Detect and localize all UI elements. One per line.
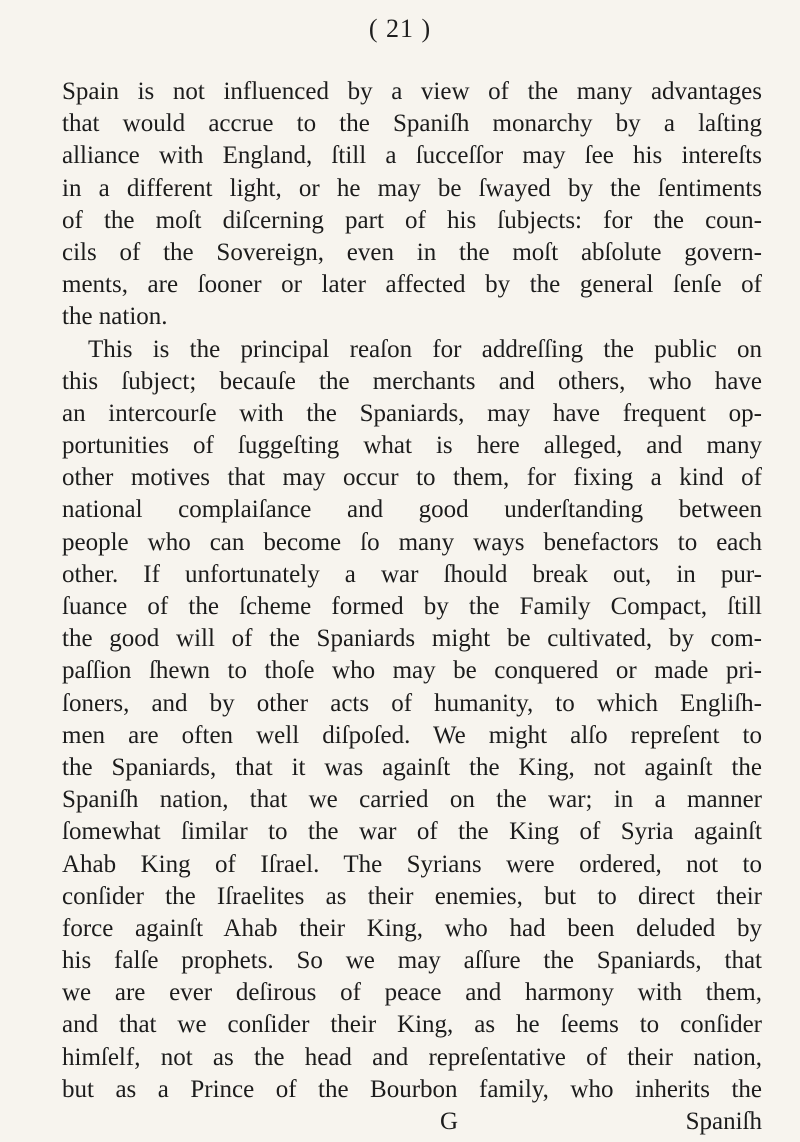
signature-mark: G bbox=[440, 1108, 459, 1135]
text-line: his falſe prophets. So we may aſſure the Spaniards, that bbox=[62, 947, 762, 975]
text-line: men are often well diſpoſed. We might alſo repreſent to bbox=[62, 721, 762, 749]
text-line: of the moſt diſcerning part of his ſubjects: for the coun- bbox=[62, 206, 762, 234]
text-line: Spaniſh nation, that we carried on the war; in a manner bbox=[62, 786, 762, 814]
text-line: but as a Prince of the Bourbon family, who inherits the bbox=[62, 1075, 762, 1103]
text-line: cils of the Sovereign, even in the moſt abſolute govern- bbox=[62, 238, 762, 266]
text-line: we are ever deſirous of peace and harmony with them, bbox=[62, 979, 762, 1007]
text-line: national complaiſance and good underſtanding between bbox=[62, 496, 762, 524]
text-line: an intercourſe with the Spaniards, may have frequent op- bbox=[62, 399, 762, 427]
text-line: this ſubject; becauſe the merchants and others, who have bbox=[62, 367, 762, 395]
text-line: other motives that may occur to them, for fixing a kind of bbox=[62, 464, 762, 492]
text-line: Ahab King of Iſrael. The Syrians were ordered, not to bbox=[62, 850, 762, 878]
paragraph-2 bbox=[62, 334, 762, 1107]
text-line: himſelf, not as the head and repreſentative of their nation, bbox=[62, 1043, 762, 1071]
text-line: paſſion ſhewn to thoſe who may be conquered or made pri- bbox=[62, 657, 762, 685]
text-line: and that we conſider their King, as he ſeems to conſider bbox=[62, 1011, 762, 1039]
text-line: alliance with England, ſtill a ſucceſſor may ſee his intereſts bbox=[62, 142, 762, 170]
catchword: Spaniſh bbox=[685, 1108, 762, 1135]
text-line: ments, are ſooner or later affected by the general ſenſe of bbox=[62, 271, 762, 299]
text-line: This is the principal reaſon for addreſſing the public on bbox=[88, 335, 762, 363]
text-line: Spain is not influenced by a view of the many advantages bbox=[62, 78, 762, 105]
text-line: the nation. bbox=[62, 303, 168, 331]
body-text bbox=[62, 76, 762, 1138]
text-line: the Spaniards, that it was againſt the King, not againſt the bbox=[62, 753, 762, 781]
text-line: force againſt Ahab their King, who had been deluded by bbox=[62, 914, 762, 942]
text-line: in a different light, or he may be ſwayed by the ſentiments bbox=[62, 174, 762, 202]
page-number: ( 21 ) bbox=[368, 14, 432, 43]
paragraph-1 bbox=[62, 76, 762, 334]
text-line: portunities of ſuggeſting what is here alleged, and many bbox=[62, 432, 762, 460]
text-line: other. If unfortunately a war ſhould break out, in pur- bbox=[62, 560, 762, 588]
text-line: ſomewhat ſimilar to the war of the King of Syria againſt bbox=[62, 818, 762, 846]
text-line: people who can become ſo many ways benefactors to each bbox=[62, 528, 762, 556]
text-line: that would accrue to the Spaniſh monarchy by a laſting bbox=[62, 110, 762, 138]
text-line: ſoners, and by other acts of humanity, to which Engliſh- bbox=[62, 689, 762, 717]
text-line: conſider the Iſraelites as their enemies, but to direct their bbox=[62, 882, 762, 910]
text-line: the good will of the Spaniards might be cultivated, by com- bbox=[62, 625, 762, 653]
page-footer-line bbox=[62, 1106, 762, 1138]
text-line: ſuance of the ſcheme formed by the Family Compact, ſtill bbox=[62, 593, 762, 620]
